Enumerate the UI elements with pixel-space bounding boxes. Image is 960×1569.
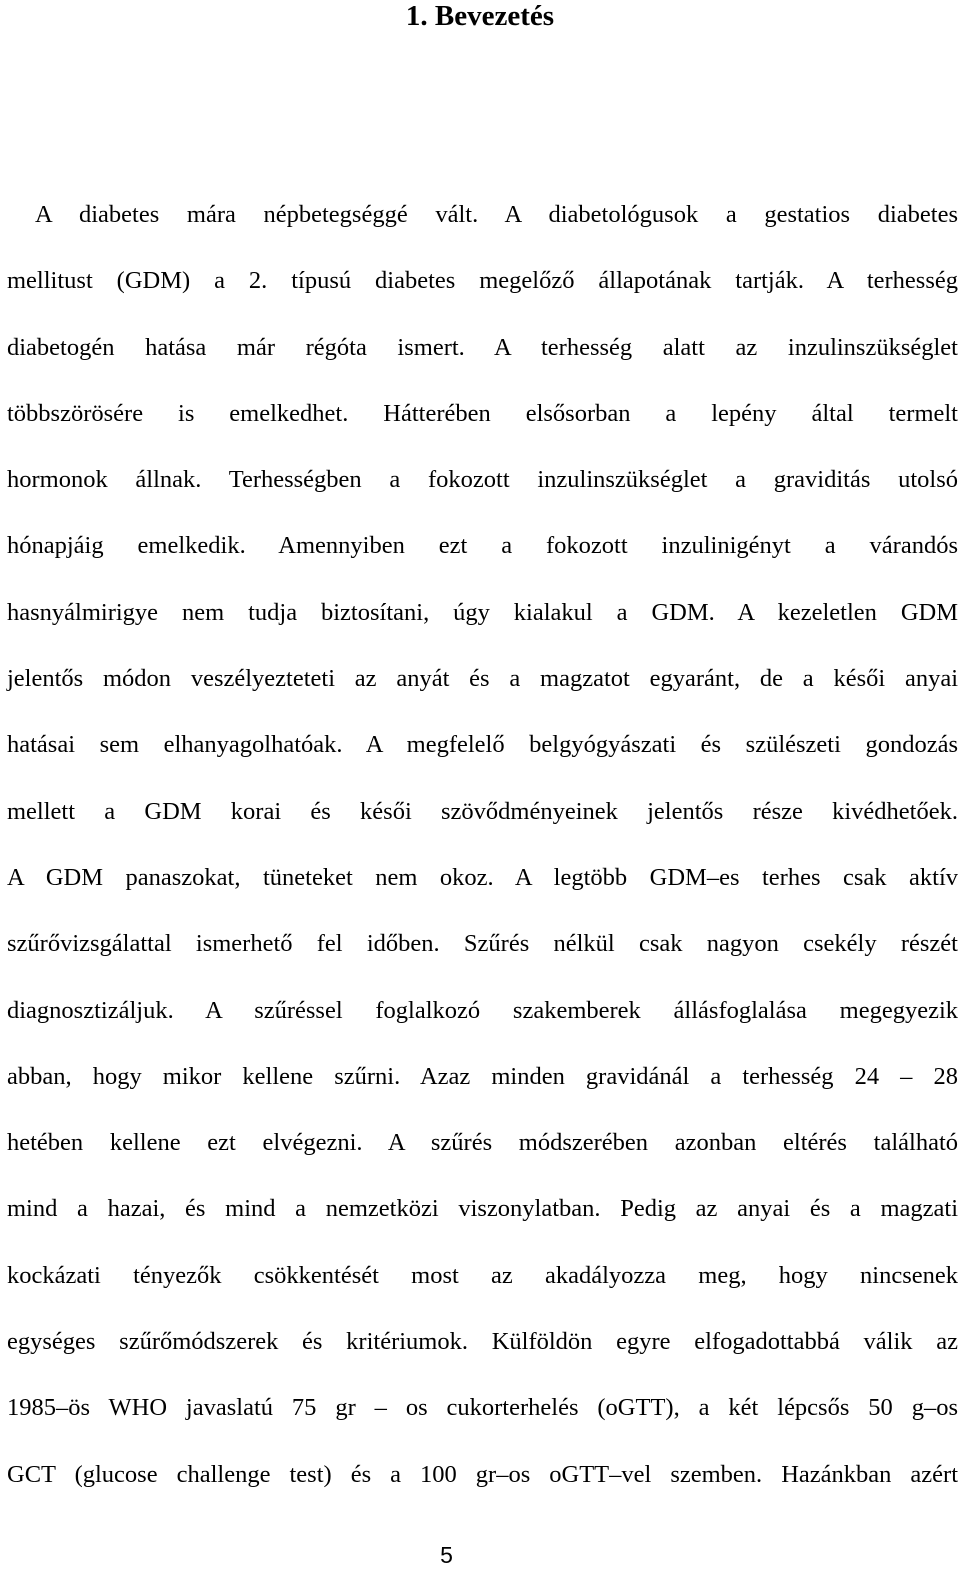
- text-line: abban, hogy mikor kellene szűrni. Azaz minden gravidánál a terhesség 24 – 28: [7, 1062, 958, 1090]
- text-line: diabetogén hatása már régóta ismert. A terhesség alatt az inzulinszükséglet: [7, 333, 958, 361]
- text-line: mellett a GDM korai és késői szövődményeinek jelentős része kivédhetőek.: [7, 797, 958, 825]
- text-line: mind a hazai, és mind a nemzetközi viszonylatban. Pedig az anyai és a magzati: [7, 1195, 958, 1223]
- text-line: hatásai sem elhanyagolhatóak. A megfelelő belgyógyászati és szülészeti gondozás: [7, 731, 958, 759]
- page-number: 5: [440, 1542, 453, 1568]
- text-line: hónapjáig emelkedik. Amennyiben ezt a fokozott inzulinigényt a várandós: [7, 532, 958, 560]
- text-line: egységes szűrőmódszerek és kritériumok. Külföldön egyre elfogadottabbá válik az: [7, 1328, 958, 1356]
- text-line: A GDM panaszokat, tüneteket nem okoz. A legtöbb GDM–es terhes csak aktív: [7, 863, 958, 891]
- text-line: A diabetes mára népbetegséggé vált. A diabetológusok a gestatios diabetes: [35, 201, 958, 228]
- text-line: hasnyálmirigye nem tudja biztosítani, úgy kialakul a GDM. A kezeletlen GDM: [7, 598, 958, 626]
- section-heading: 1. Bevezetés: [405, 0, 555, 32]
- body-paragraph: [7, 182, 958, 1508]
- text-line: mellitust (GDM) a 2. típusú diabetes megelőző állapotának tartják. A terhesség: [7, 267, 958, 295]
- text-line: jelentős módon veszélyezteteti az anyát és a magzatot egyaránt, de a késői anyai: [7, 665, 958, 693]
- text-line: 1985–ös WHO javaslatú 75 gr – os cukorterhelés (oGTT), a két lépcsős 50 g–os: [7, 1394, 958, 1422]
- text-line: hormonok állnak. Terhességben a fokozott inzulinszükséglet a graviditás utolsó: [7, 466, 958, 494]
- text-line: többszörösére is emelkedhet. Hátterében elsősorban a lepény által termelt: [7, 399, 958, 427]
- text-line: GCT (glucose challenge test) és a 100 gr–os oGTT–vel szemben. Hazánkban azért: [7, 1460, 958, 1488]
- text-line: diagnosztizáljuk. A szűréssel foglalkozó szakemberek állásfoglalása megegyezik: [7, 996, 958, 1024]
- text-line: hetében kellene ezt elvégezni. A szűrés módszerében azonban eltérés található: [7, 1129, 958, 1157]
- text-line: kockázati tényezők csökkentését most az akadályozza meg, hogy nincsenek: [7, 1261, 958, 1289]
- text-line: szűrővizsgálattal ismerhető fel időben. Szűrés nélkül csak nagyon csekély részét: [7, 930, 958, 958]
